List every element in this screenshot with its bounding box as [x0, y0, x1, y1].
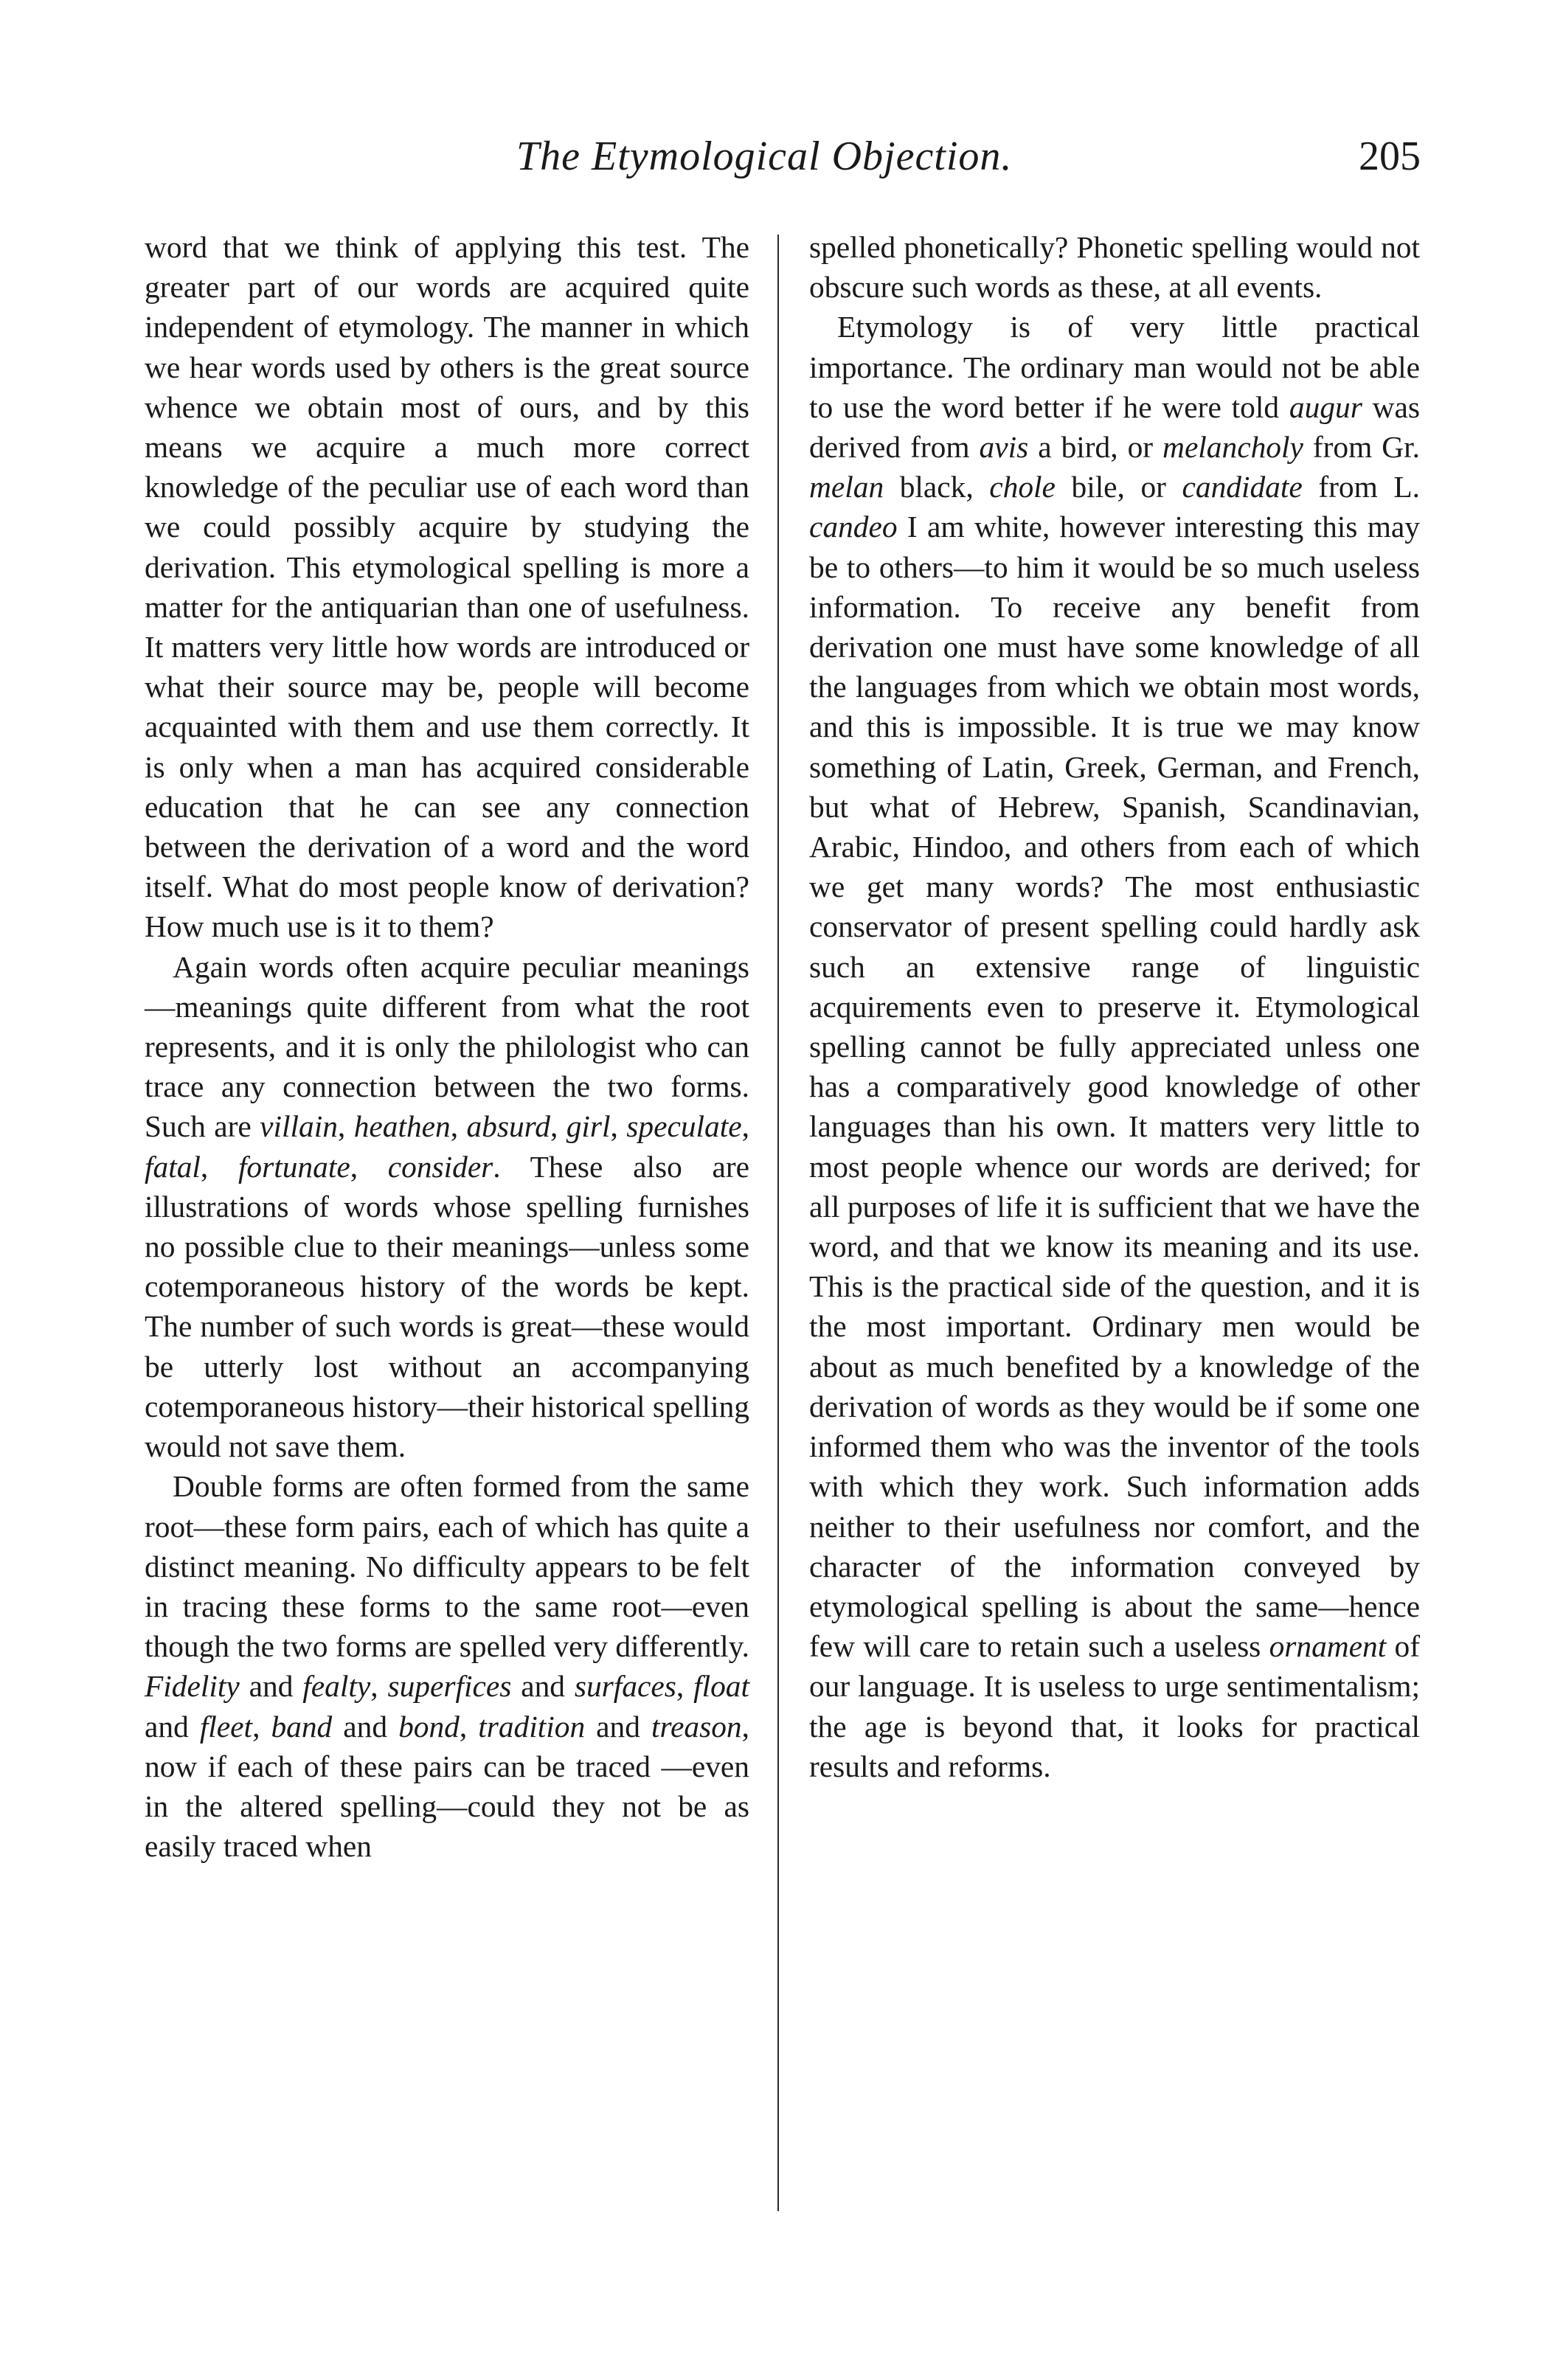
- italic-term: surfaces: [574, 1669, 676, 1704]
- italic-term: heathen: [353, 1109, 451, 1144]
- italic-term: superfices: [387, 1669, 512, 1704]
- italic-term: fatal: [145, 1149, 201, 1184]
- italic-term: candeo: [809, 510, 898, 544]
- italic-term: melancholy: [1162, 430, 1303, 465]
- right-column-paragraph: Etymology is of very little practical importance. The ordinary man would not be able to use the word better if he were told augur was derived from avis a bird, or melancholy from Gr. melan black, chole bile, or candidate from L. candeo I am white, however interesting this may be to others—to him it would be so much useless information. To receive any benefit from derivation one must have some knowledge of all the languages from which we obtain most words, and this is impossible. It is true we may know something of Latin, Greek, German, and French, but what of Hebrew, Spanish, Scandinavian, Arabic, Hindoo, and others from each of which we get many words? The most enthusiastic conservator of present spelling could hardly ask such an extensive range of linguistic acquirements even to preserve it. Etymological spelling cannot be fully appreciated unless one has a comparatively good knowledge of other languages than his own. It matters very little to most people whence our words are derived; for all purposes of life it is sufficient that we have the word, and that we know its meaning and its use. This is the practical side of the question, and it is the most important. Ordinary men would be about as much benefited by a knowledge of the derivation of words as they would be if some one informed them who was the inventor of the tools with which they work. Such information adds neither to their usefulness nor comfort, and the character of the information conveyed by etymological spelling is about the same—hence few will care to retain such a useless ornament of our language. It is useless to urge sentimentalism; the age is beyond that, it looks for practical results and reforms.: [809, 310, 1421, 1783]
- italic-term: fortunate: [238, 1149, 350, 1184]
- italic-term: avis: [979, 430, 1029, 465]
- italic-term: augur: [1289, 389, 1362, 424]
- italic-term: tradition: [478, 1709, 586, 1744]
- italic-term: girl: [566, 1109, 611, 1144]
- italic-term: fealty: [302, 1669, 371, 1704]
- italic-term: candidate: [1182, 470, 1303, 504]
- italic-term: villain: [260, 1109, 338, 1144]
- italic-term: melan: [809, 470, 884, 504]
- italic-term: consider: [387, 1149, 493, 1184]
- italic-term: bond: [398, 1709, 460, 1744]
- italic-term: treason: [651, 1709, 742, 1744]
- left-column: [145, 227, 749, 1866]
- page-number: 205: [1359, 133, 1421, 179]
- right-column-paragraph: spelled phonetically? Phonetic spelling would not obscure such words as these, at all events.: [809, 230, 1420, 305]
- running-head: [0, 133, 1549, 192]
- italic-term: absurd: [466, 1109, 550, 1144]
- italic-term: chole: [989, 470, 1056, 504]
- italic-term: float: [693, 1669, 749, 1704]
- right-column: [809, 227, 1420, 1786]
- italic-term: speculate: [626, 1109, 742, 1144]
- left-column-paragraph: word that we think of applying this test. The greater part of our words are acquired quite independent of etymology. The manner in which we hear words used by others is the great source whence we obtain most of ours, and by this means we acquire a much more correct knowledge of the peculiar use of each word than we could possibly acquire by studying the derivation. This etymological spelling is more a matter for the antiquarian than one of usefulness. It matters very little how words are introduced or what their source may be, people will become acquainted with them and use them correctly. It is only when a man has acquired considerable education that he can see any connection between the derivation of a word and the word itself. What do most people know of derivation? How much use is it to them?: [145, 230, 749, 944]
- italic-term: ornament: [1269, 1629, 1387, 1664]
- left-column-paragraph: Again words often acquire peculiar meanings—meanings quite different from what the root represents, and it is only the philologist who can trace any connection between the two forms. Such are villain, heathen, absurd, girl, speculate, fatal, fortunate, consider. These also are illustrations of words whose spelling furnishes no possible clue to their meanings—unless some cotemporaneous history of the words be kept. The number of such words is great—these would be utterly lost without an accompanying cotemporaneous history—their historical spelling would not save them.: [145, 949, 749, 1464]
- italic-term: Fidelity: [145, 1669, 240, 1704]
- column-divider: [777, 235, 779, 2211]
- left-column-paragraph: Double forms are often formed from the same root—these form pairs, each of which has quite a distinct meaning. No difficulty appears to be felt in tracing these forms to the same root—even though the two forms are spelled very differently. Fidelity and fealty, superfices and surfaces, float and fleet, band and bond, tradition and treason, now if each of these pairs can be traced —even in the altered spelling—could they not be as easily traced when: [145, 1469, 749, 1864]
- page-title: The Etymological Objection.: [516, 133, 1013, 179]
- italic-term: band: [271, 1709, 333, 1744]
- italic-term: fleet: [199, 1709, 253, 1744]
